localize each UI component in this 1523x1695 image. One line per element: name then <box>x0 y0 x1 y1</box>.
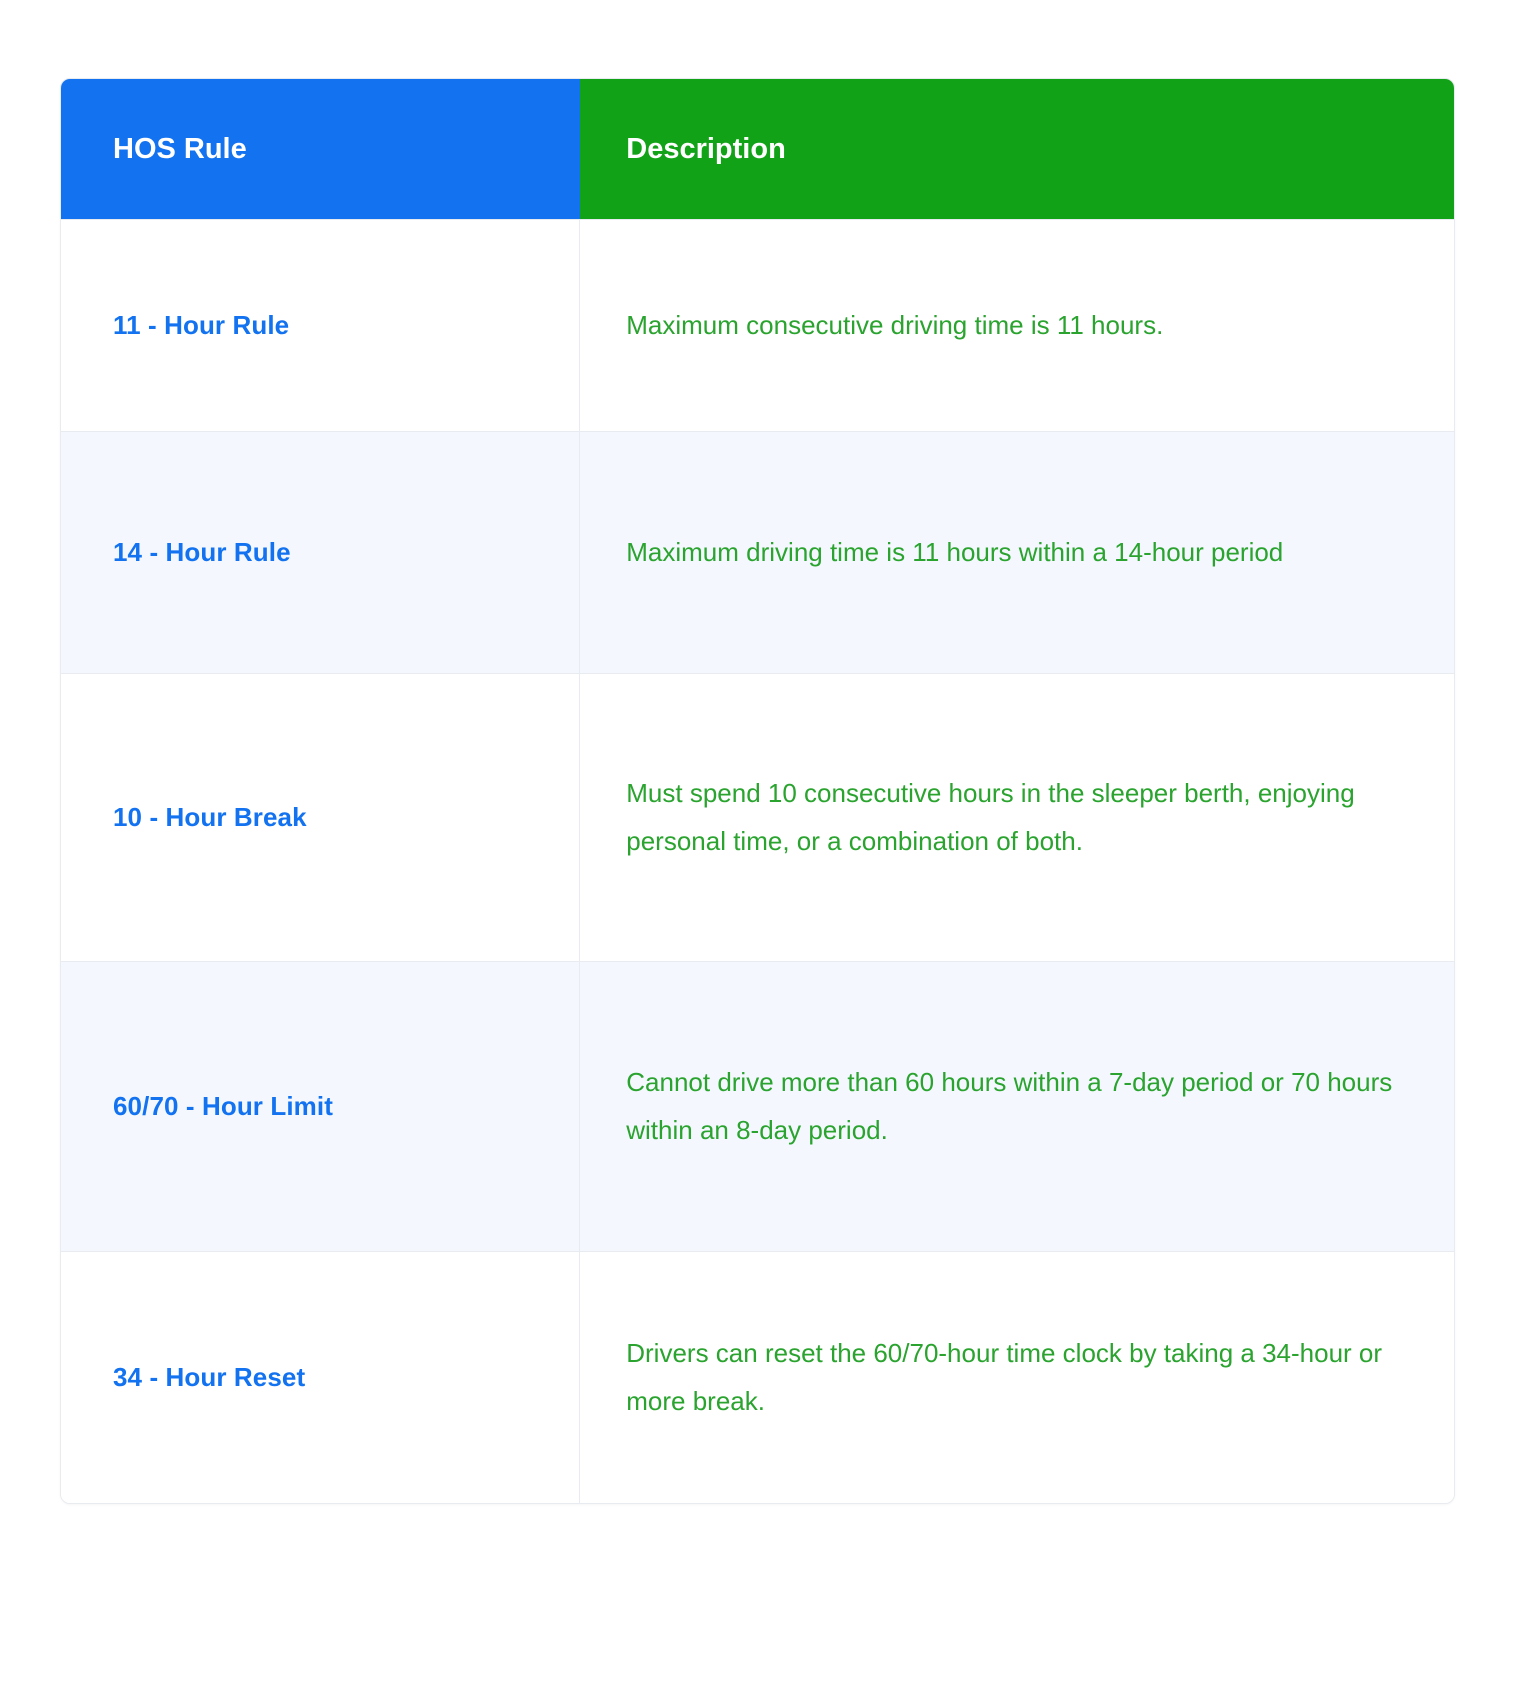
table-row <box>61 219 1454 431</box>
column-header-hos-rule-label: HOS Rule <box>113 132 247 165</box>
hos-rules-table <box>60 78 1455 1504</box>
table-row <box>61 673 1454 961</box>
cell-description: Cannot drive more than 60 hours within a 7-day period or 70 hours within an 8-day period. <box>580 961 1454 1251</box>
cell-rule: 60/70 - Hour Limit <box>61 961 580 1251</box>
table-row <box>61 431 1454 673</box>
column-header-description-label: Description <box>626 132 786 165</box>
cell-description: Maximum consecutive driving time is 11 hours. <box>580 219 1454 431</box>
column-header-hos-rule <box>61 79 580 219</box>
table-row <box>61 961 1454 1251</box>
table-body <box>61 219 1454 1503</box>
table-row <box>61 1251 1454 1503</box>
cell-rule: 34 - Hour Reset <box>61 1251 580 1503</box>
cell-description: Maximum driving time is 11 hours within a 14-hour period <box>580 431 1454 673</box>
cell-description: Drivers can reset the 60/70-hour time clock by taking a 34-hour or more break. <box>580 1251 1454 1503</box>
header-row <box>61 79 1454 219</box>
column-header-hos-rule-inner <box>61 79 580 219</box>
cell-rule: 10 - Hour Break <box>61 673 580 961</box>
cell-rule: 14 - Hour Rule <box>61 431 580 673</box>
column-header-description-inner <box>580 79 1454 219</box>
column-header-description <box>580 79 1454 219</box>
cell-rule: 11 - Hour Rule <box>61 219 580 431</box>
table-header <box>61 79 1454 219</box>
cell-description: Must spend 10 consecutive hours in the sleeper berth, enjoying personal time, or a combination of both. <box>580 673 1454 961</box>
